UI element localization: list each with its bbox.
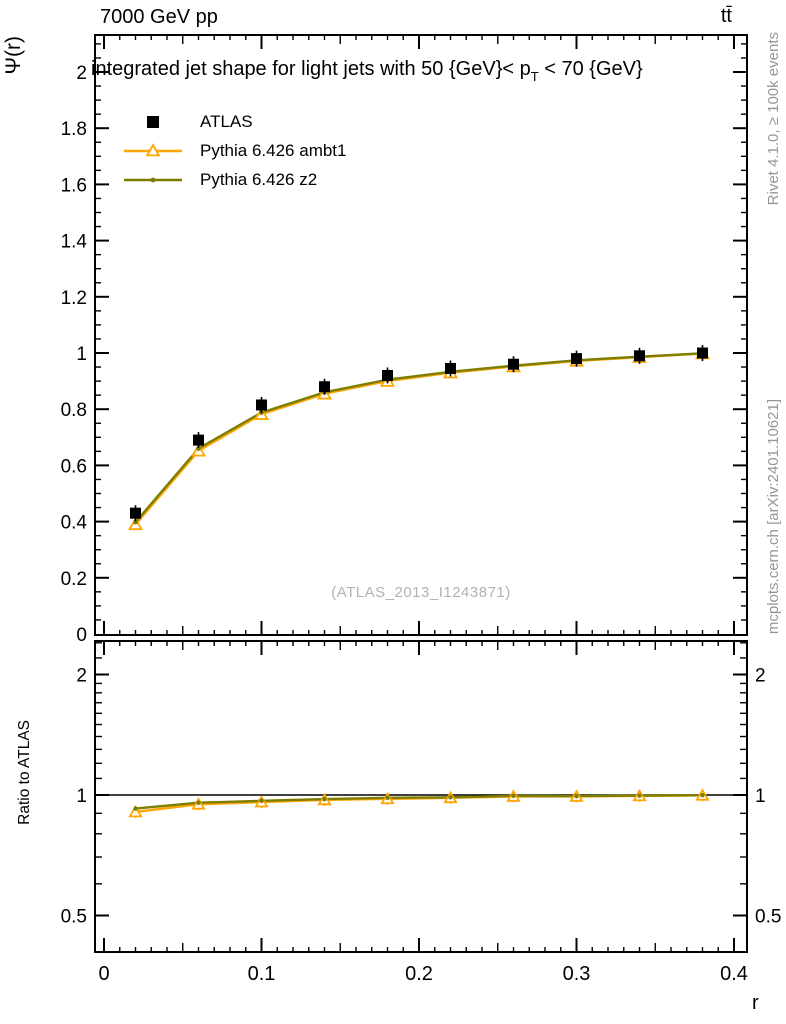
legend-label-atlas: ATLAS xyxy=(200,111,253,131)
legend xyxy=(118,107,346,194)
legend-item-atlas xyxy=(118,107,346,136)
z2-dot-marker-icon xyxy=(118,172,190,188)
svg-text:0.6: 0.6 xyxy=(60,456,87,478)
header-beam-energy: 7000 GeV pp xyxy=(100,6,218,28)
header-process: tt̄ xyxy=(720,5,732,27)
svg-text:0.3: 0.3 xyxy=(562,963,591,985)
svg-text:1.2: 1.2 xyxy=(60,287,87,309)
x-axis-title: r xyxy=(752,992,759,1014)
svg-text:2: 2 xyxy=(76,63,87,84)
svg-text:0.1: 0.1 xyxy=(247,963,276,985)
legend-label-ambt1: Pythia 6.426 ambt1 xyxy=(200,140,347,160)
plot-title-pre: integrated jet shape for light jets with 50 {GeV}< p xyxy=(91,58,531,80)
analysis-id-watermark: (ATLAS_2013_I1243871) xyxy=(331,584,511,601)
plot-title xyxy=(91,58,643,84)
svg-text:1: 1 xyxy=(755,786,766,807)
y-axis-title: Ψ(r) xyxy=(2,36,25,75)
svg-text:0: 0 xyxy=(98,963,110,985)
ratio-axis-title: Ratio to ATLAS xyxy=(16,720,33,825)
svg-text:0.5: 0.5 xyxy=(755,906,782,928)
svg-text:0.2: 0.2 xyxy=(60,568,87,590)
svg-text:1.8: 1.8 xyxy=(60,119,87,141)
legend-label-z2: Pythia 6.426 z2 xyxy=(200,169,318,189)
svg-text:0.5: 0.5 xyxy=(60,906,87,928)
rivet-version-text: Rivet 4.1.0, ≥ 100k events xyxy=(765,32,782,206)
legend-item-z2 xyxy=(118,165,346,194)
legend-item-ambt1 xyxy=(118,136,346,165)
svg-text:0: 0 xyxy=(76,625,87,646)
svg-text:2: 2 xyxy=(755,665,766,687)
svg-text:0.4: 0.4 xyxy=(720,963,748,985)
svg-text:1: 1 xyxy=(76,344,87,365)
svg-text:2: 2 xyxy=(76,665,87,687)
mcplots-arxiv-text: mcplots.cern.ch [arXiv:2401.10621] xyxy=(765,398,782,634)
atlas-square-marker-icon xyxy=(118,114,190,130)
svg-text:1.6: 1.6 xyxy=(60,175,87,197)
svg-text:1.4: 1.4 xyxy=(60,231,87,253)
plot-title-post: < 70 {GeV} xyxy=(538,58,643,80)
plot-title-subscript: T xyxy=(530,69,539,84)
ambt1-triangle-marker-icon xyxy=(118,143,190,159)
svg-text:0.4: 0.4 xyxy=(60,512,87,534)
svg-text:1: 1 xyxy=(76,786,87,807)
svg-text:0.2: 0.2 xyxy=(405,963,433,985)
svg-text:0.8: 0.8 xyxy=(60,400,87,422)
